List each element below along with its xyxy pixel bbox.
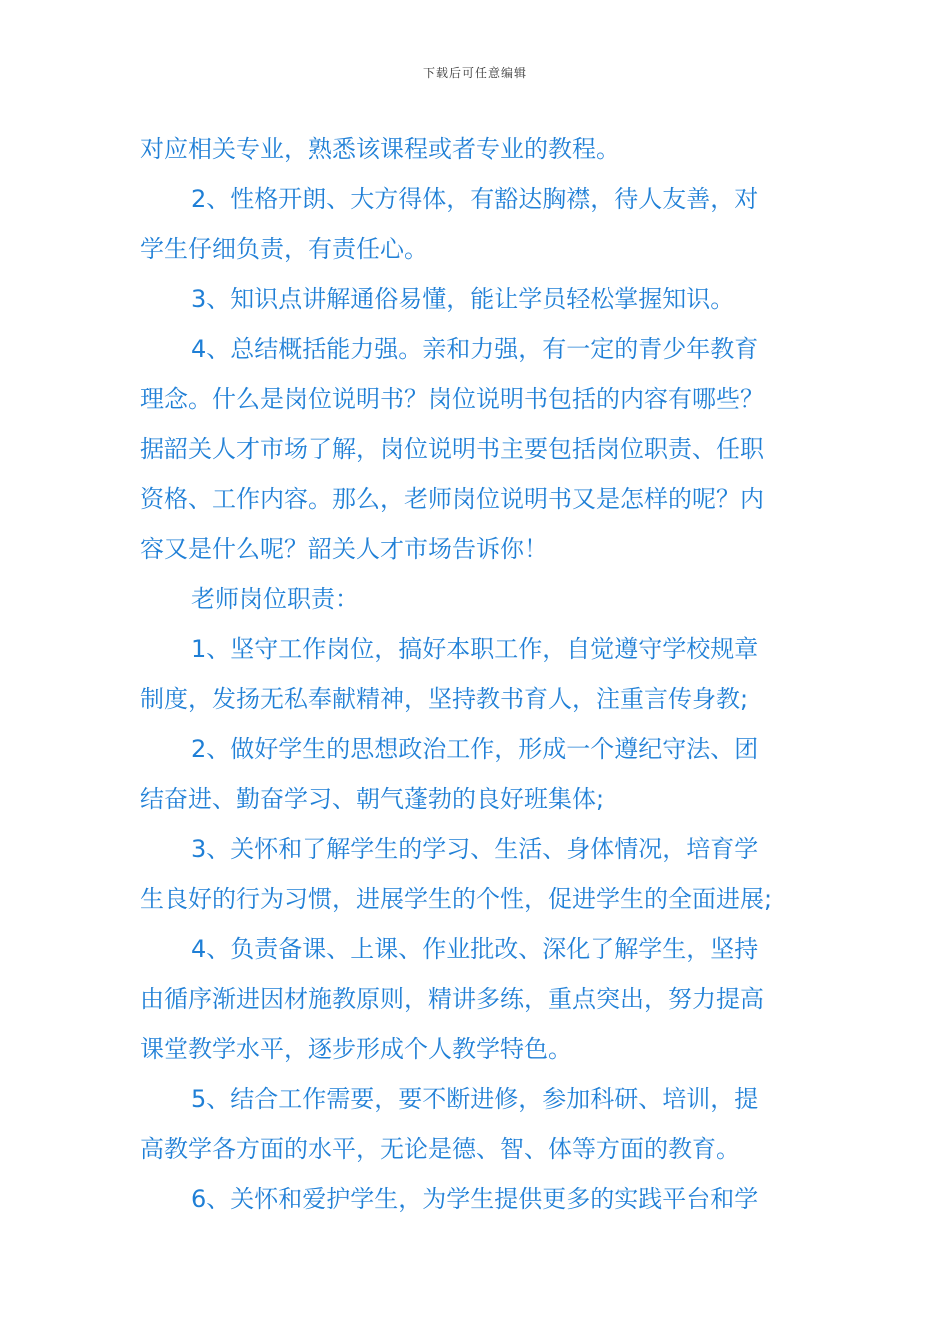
- text-line: 5、结合工作需要，要不断进修，参加科研、培训，提: [191, 1085, 759, 1113]
- text-line: 4、总结概括能力强。亲和力强，有一定的青少年教育: [191, 335, 759, 363]
- page-header: 下载后可任意编辑: [422, 66, 527, 80]
- text-line: 资格、工作内容。那么，老师岗位说明书又是怎样的呢？内: [140, 485, 764, 513]
- text-line: 3、知识点讲解通俗易懂，能让学员轻松掌握知识。: [191, 285, 735, 313]
- text-line: 理念。什么是岗位说明书？岗位说明书包括的内容有哪些？: [140, 385, 764, 413]
- text-line: 2、做好学生的思想政治工作，形成一个遵纪守法、团: [191, 735, 759, 763]
- text-line: 4、负责备课、上课、作业批改、深化了解学生，坚持: [191, 935, 759, 963]
- text-line: 生良好的行为习惯，进展学生的个性，促进学生的全面进展;: [140, 885, 773, 913]
- text-line: 1、坚守工作岗位，搞好本职工作，自觉遵守学校规章: [191, 635, 759, 663]
- text-line: 6、关怀和爱护学生，为学生提供更多的实践平台和学: [191, 1185, 759, 1213]
- text-line: 容又是什么呢？韶关人才市场告诉你！: [140, 535, 548, 563]
- text-line: 3、关怀和了解学生的学习、生活、身体情况，培育学: [191, 835, 759, 863]
- text-line: 对应相关专业，熟悉该课程或者专业的教程。: [140, 135, 620, 163]
- text-line: 制度，发扬无私奉献精神，坚持教书育人，注重言传身教;: [140, 685, 749, 713]
- text-line: 据韶关人才市场了解，岗位说明书主要包括岗位职责、任职: [140, 435, 764, 463]
- text-line: 学生仔细负责，有责任心。: [140, 235, 428, 263]
- text-line: 课堂教学水平，逐步形成个人教学特色。: [140, 1035, 572, 1063]
- text-line: 高教学各方面的水平，无论是德、智、体等方面的教育。: [140, 1135, 740, 1163]
- text-line: 2、性格开朗、大方得体，有豁达胸襟，待人友善，对: [191, 185, 759, 213]
- text-line: 结奋进、勤奋学习、朝气蓬勃的良好班集体;: [140, 785, 605, 813]
- section-heading: 老师岗位职责：: [191, 585, 359, 613]
- document-body: [140, 124, 820, 1224]
- text-line: 由循序渐进因材施教原则，精讲多练，重点突出，努力提高: [140, 985, 764, 1013]
